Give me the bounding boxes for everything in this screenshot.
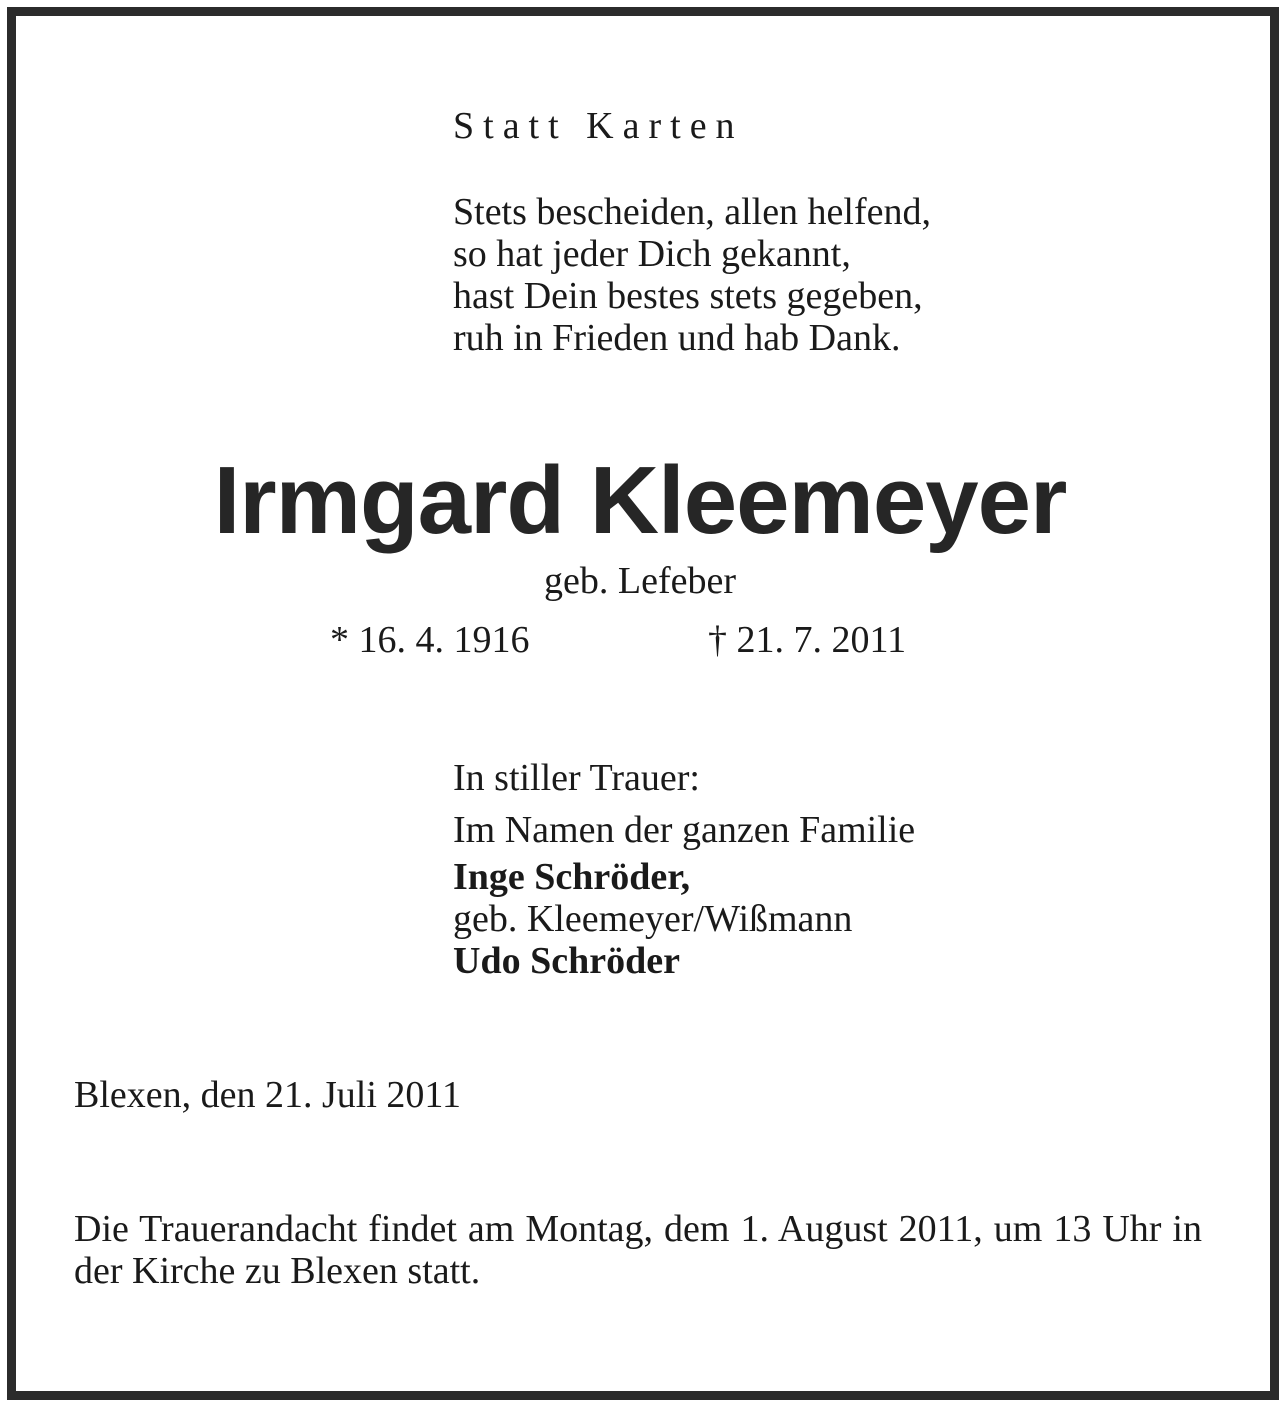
mourner-name: Inge Schröder, <box>453 856 691 898</box>
mourner-note: geb. Kleemeyer/Wißmann <box>453 898 853 940</box>
family-line: Im Namen der ganzen Familie <box>453 809 916 851</box>
poem-line: hast Dein bestes stets gegeben, <box>453 275 923 317</box>
header-statt-karten: Statt Karten <box>453 105 744 147</box>
mourners-block <box>453 752 915 982</box>
deceased-name: Irmgard Kleemeyer <box>213 447 1067 554</box>
poem-line: ruh in Frieden und hab Dank. <box>453 317 901 359</box>
service-announcement: Die Trauerandacht findet am Montag, dem 1. August 2011, um 13 Uhr in der Kirche zu Blexen statt. <box>74 1208 1202 1292</box>
mourner-name: Udo Schröder <box>453 940 680 982</box>
poem-line: Stets bescheiden, allen helfend, <box>453 191 932 233</box>
memorial-poem <box>453 191 931 359</box>
birth-date: * 16. 4. 1916 <box>330 619 530 661</box>
place-and-date: Blexen, den 21. Juli 2011 <box>74 1074 461 1116</box>
death-date: † 21. 7. 2011 <box>708 619 907 661</box>
maiden-name: geb. Lefeber <box>544 560 736 602</box>
poem-line: so hat jeder Dich gekannt, <box>453 233 851 275</box>
mourning-intro: In stiller Trauer: <box>453 757 700 799</box>
